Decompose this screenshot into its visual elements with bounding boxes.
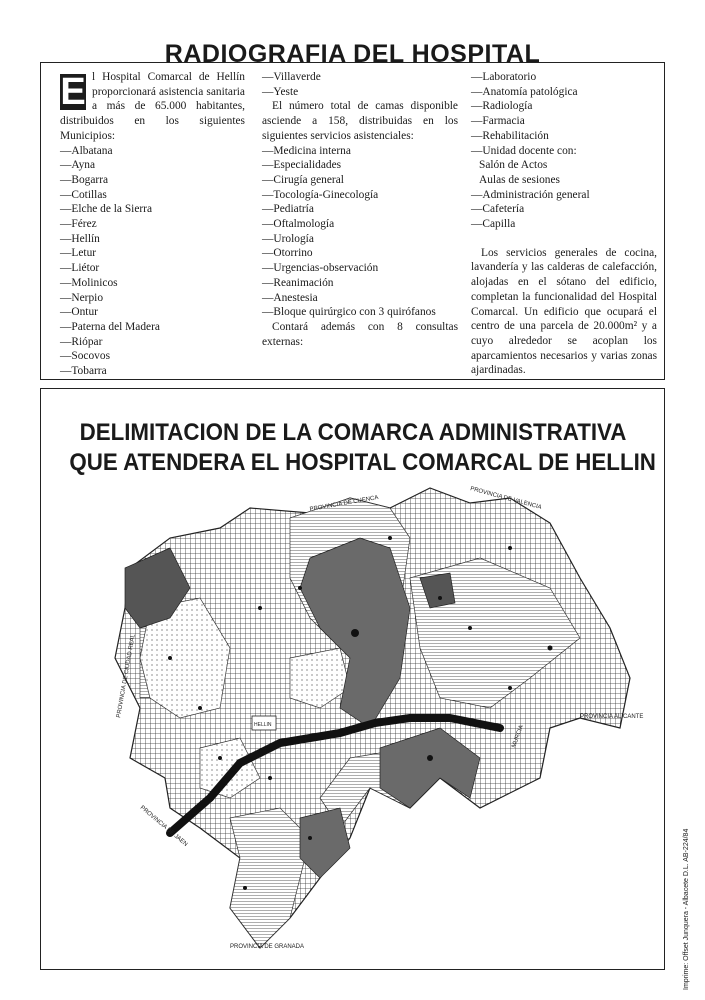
label-jaen: PROVINCIA DE JAEN [138, 804, 189, 848]
camas-paragraph: El número total de camas disponible asciende a 158, distribuidas en los siguientes servicios asistenciales: [262, 100, 458, 142]
list-item: —Urgencias-observación [262, 262, 379, 275]
intro-paragraph: l Hospital Comarcal de Hellín proporcionará asistencia sanitaria a más de 65.000 habitantes, distribuidos en los siguientes Municipios: [60, 71, 245, 142]
list-item: —Oftalmología [262, 218, 335, 231]
map-title-line-1: DELIMITACION DE LA COMARCA ADMINISTRATIVA [79, 419, 627, 446]
label-murcia: MURCIA [511, 724, 525, 749]
article-title: RADIOGRAFIA DEL HOSPITAL [0, 40, 705, 69]
dropcap: E [60, 71, 86, 113]
list-item: —Tocología-Ginecología [262, 188, 379, 201]
list-item: —Letur [60, 247, 97, 260]
label-granada: PROVINCIA DE GRANADA [230, 944, 305, 950]
map-title-line-2: QUE ATENDERA EL HOSPITAL COMARCAL DE HELLIN [69, 449, 656, 476]
list-item: —Bloque quirúrgico con 3 quirófanos [262, 306, 436, 319]
label-hellin: HELLIN [254, 722, 272, 728]
label-cuenca: PROVINCIA DE CUENCA [309, 494, 379, 513]
list-item: —Especialidades [262, 159, 342, 172]
imprint: Imprime: Offset Junquera - Albacete D.L. AB-224/84 [683, 828, 690, 990]
list-item: —Molinicos [60, 276, 118, 289]
list-item: —Liétor [60, 262, 100, 275]
consultas-paragraph: Contará además con 8 consultas externas: [262, 320, 458, 348]
municipios-list [60, 144, 245, 379]
list-item: —Riópar [60, 335, 103, 348]
servicios-list [262, 144, 458, 320]
comarca-map [110, 478, 650, 958]
list-item: —Férez [60, 218, 97, 231]
list-item: —Ayna [60, 159, 96, 172]
list-item: —Urología [262, 232, 314, 245]
map-title [69, 418, 656, 478]
docente-list [471, 158, 657, 187]
list-item: —Capilla [471, 218, 516, 231]
consultas-list [471, 70, 657, 158]
list-item: —Villaverde [262, 71, 321, 83]
map-zone-lines-4 [230, 808, 310, 948]
list-item: —Reanimación [262, 276, 334, 289]
list-item: Salón de Actos [479, 159, 548, 172]
list-item: —Laboratorio [471, 71, 537, 83]
list-item: —Anatomía patológica [471, 85, 578, 98]
article-column-1 [60, 70, 245, 379]
list-item: —Medicina interna [262, 144, 351, 157]
list-item: —Hellín [60, 232, 100, 245]
final-paragraph: Los servicios generales de cocina, lavandería y las calderas de calefacción, alojadas en el sótano del edificio, completan la funcionalidad del Hospital Comarcal. Un edificio que ocupará el centro de una parcela de 20.000m² y a cuyo alrededor se acoplan los aparcamientos necesarios y varias zonas ajardinadas. [471, 246, 657, 377]
list-item: —Cotillas [60, 188, 107, 201]
list-item: —Administración general [471, 188, 590, 201]
list-item: —Farmacia [471, 115, 525, 128]
list-item: —Albatana [60, 144, 113, 157]
list-item: —Elche de la Sierra [60, 203, 153, 216]
list-item: Aulas de sesiones [479, 173, 560, 186]
article-column-2 [262, 70, 458, 349]
list-item: —Anestesia [262, 291, 318, 304]
list-item: —Nerpio [60, 291, 104, 304]
list-item: —Socovos [60, 350, 110, 363]
list-item: —Paterna del Madera [60, 320, 160, 333]
list-item: —Tobarra [60, 365, 107, 378]
list-item: —Cirugía general [262, 173, 344, 186]
list-item: —Radiología [471, 100, 533, 113]
municipios-list-cont [262, 70, 458, 99]
general-list [471, 188, 657, 232]
label-ciudad-real: PROVINCIA DE CIUDAD REAL [116, 633, 137, 719]
list-item: —Otorrino [262, 247, 313, 260]
list-item: —Yeste [262, 85, 299, 98]
list-item: —Rehabilitación [471, 129, 549, 142]
list-item: —Ontur [60, 306, 98, 319]
label-alicante: PROVINCIA ALICANTE [580, 714, 644, 720]
list-item: —Bogarra [60, 173, 109, 186]
article-column-3 [471, 70, 657, 378]
list-item: —Unidad docente con: [471, 144, 577, 157]
label-valencia: PROVINCIA DE VALENCIA [469, 486, 543, 511]
list-item: —Cafetería [471, 203, 525, 216]
list-item: —Pediatría [262, 203, 314, 216]
